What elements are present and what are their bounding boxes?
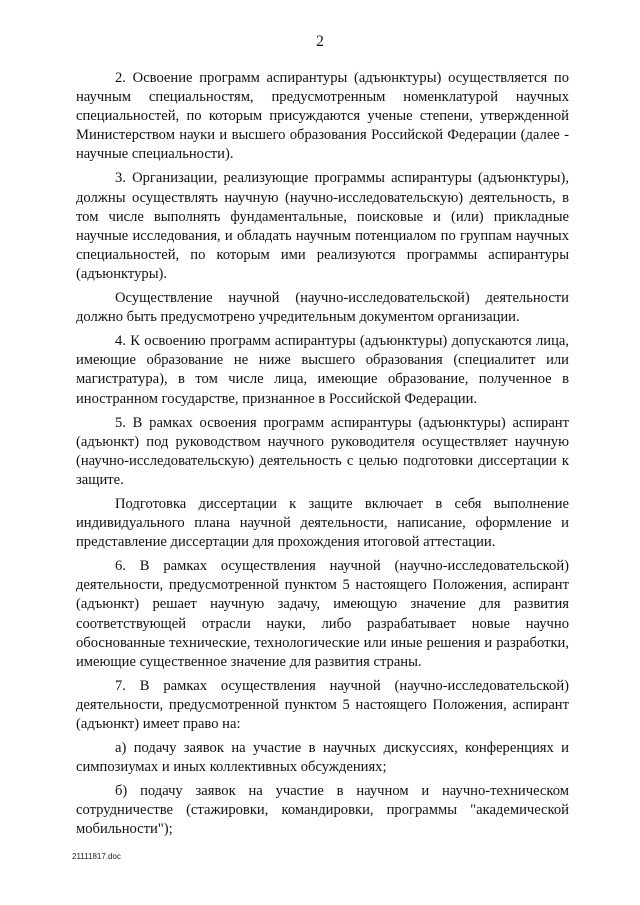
paragraph-6: 6. В рамках осуществления научной (научно-исследовательской) деятельности, предусмотренной пунктом 5 настоящего Положения, аспирант (адъюнкт) решает научную задачу, имеющую значение для развития соответствующей отрасли науки, либо разрабатывает новые научно обоснованные технические, технологические или иные решения и разработки, имеющие существенное значение для развития страны.: [76, 558, 569, 670]
paragraph-5-continuation: Подготовка диссертации к защите включает в себя выполнение индивидуального плана научной деятельности, написание, оформление и представление диссертации для прохождения итоговой аттестации.: [76, 495, 569, 551]
paragraph-4: 4. К освоению программ аспирантуры (адъюнктуры) допускаются лица, имеющие образование не ниже высшего образования (специалитет или магистратура), в том числе лица, имеющие образование, полученное в иностранном государстве, признанное в Российской Федерации.: [76, 333, 569, 407]
paragraph-5: 5. В рамках освоения программ аспирантуры (адъюнктуры) аспирант (адъюнкт) под руководством научного руководителя осуществляет научную (научно-исследовательскую) деятельность с целью подготовки диссертации к защите.: [76, 414, 569, 488]
paragraph-7: 7. В рамках осуществления научной (научно-исследовательской) деятельности, предусмотренной пунктом 5 настоящего Положения, аспирант (адъюнкт) имеет право на:: [76, 677, 569, 732]
paragraph-3-continuation: Осуществление научной (научно-исследовательской) деятельности должно быть предусмотрено учредительным документом организации.: [76, 290, 569, 326]
paragraph-7-item-b: б) подачу заявок на участие в научном и научно-техническом сотрудничестве (стажировки, командировки, программы "академической мобильности");: [76, 783, 569, 838]
document-body: [76, 69, 569, 845]
page-number: 2: [316, 33, 324, 50]
paragraph-2: 2. Освоение программ аспирантуры (адъюнктуры) осуществляется по научным специальностям, предусмотренным номенклатурой научных специальностей, по которым присуждаются ученые степени, утвержденной Министерством науки и высшего образования Российской Федерации (далее - научные специальности).: [76, 70, 569, 163]
paragraph-3: 3. Организации, реализующие программы аспирантуры (адъюнктуры), должны осуществлять научную (научно-исследовательскую) деятельность, в том числе выполнять фундаментальные, поисковые и (или) прикладные научные исследования, и обладать научным потенциалом по группам научных специальностей, по которым ими реализуются программы аспирантуры (адъюнктуры).: [76, 170, 569, 282]
paragraph-7-item-a: а) подачу заявок на участие в научных дискуссиях, конференциях и симпозиумах и иных коллективных обсуждениях;: [76, 740, 569, 776]
document-code: 21111817.doc: [72, 852, 121, 861]
